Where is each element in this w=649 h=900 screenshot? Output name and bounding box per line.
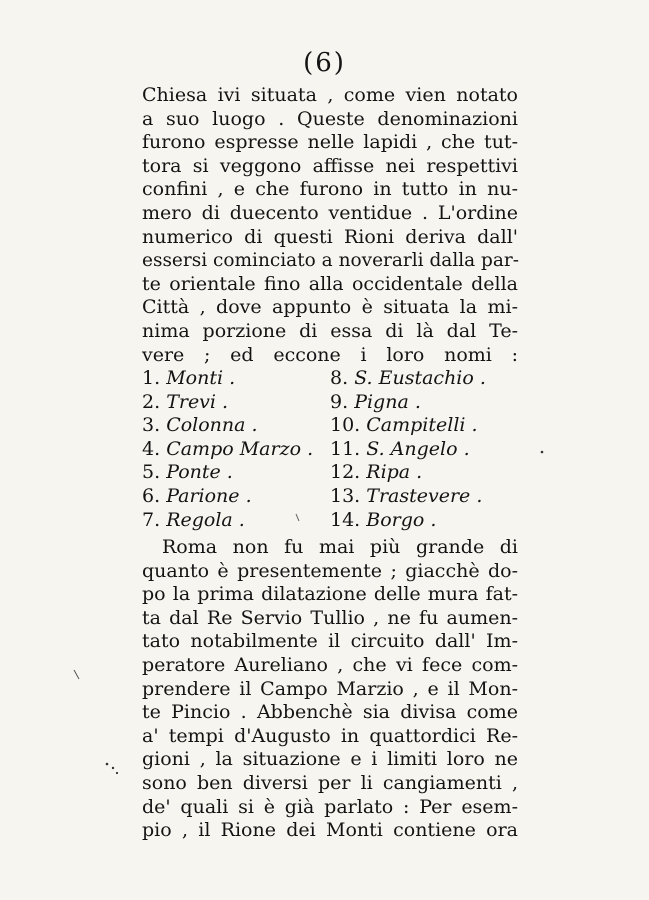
rione-number: 11. xyxy=(330,437,361,460)
text-line: furono espresse nelle lapidi , che tut- xyxy=(142,131,518,154)
paragraph-1 xyxy=(142,84,518,367)
rione-name: S. Angelo . xyxy=(366,437,470,460)
text-line: po la prima dilatazione delle mura fat- xyxy=(142,583,518,606)
rione-number: 14. xyxy=(330,508,361,531)
text-line: de' quali si è già parlato : Per esem- xyxy=(142,795,518,818)
rione-name: Monti . xyxy=(166,367,236,389)
text-line: vere ; ed eccone i loro nomi : xyxy=(142,343,518,366)
ink-speck-mark xyxy=(538,448,546,456)
text-line: essersi cominciato a noverarli dalla par- xyxy=(142,250,520,272)
ink-speck-mark xyxy=(72,668,82,682)
rione-number: 2. xyxy=(142,390,161,413)
rione-row xyxy=(142,391,518,415)
text-line: tora si veggono affisse nei respettivi xyxy=(142,154,518,177)
rioni-list xyxy=(142,367,518,532)
rione-row xyxy=(142,485,518,509)
text-line: gioni , la situazione e i limiti loro ne xyxy=(142,748,518,771)
text-line: confini , e che furono in tutto in nu- xyxy=(142,178,518,201)
rione-name: Ripa . xyxy=(366,461,423,484)
rione-number: 3. xyxy=(142,414,161,437)
text-line: a' tempi d'Augusto in quattordici Re- xyxy=(142,724,518,747)
paragraph-2 xyxy=(142,536,518,843)
rione-row xyxy=(142,414,518,438)
text-line: tato notabilmente il circuito dall' Im- xyxy=(142,630,518,653)
rione-name: Parione . xyxy=(166,484,252,507)
rione-number: 1. xyxy=(142,367,161,389)
rione-row xyxy=(142,461,518,485)
rione-row xyxy=(142,438,518,462)
rione-number: 12. xyxy=(330,461,361,484)
text-line: prendere il Campo Marzio , e il Mon- xyxy=(142,677,518,700)
rione-name: Campitelli . xyxy=(366,414,478,437)
text-line: peratore Aureliano , che vi fece com- xyxy=(142,653,518,676)
ink-speck-mark xyxy=(104,760,122,780)
text-line: Roma non fu mai più grande di xyxy=(162,536,518,558)
rione-name: Ponte . xyxy=(166,461,233,484)
rione-row xyxy=(142,367,518,391)
ink-speck-mark xyxy=(294,512,302,524)
rione-number: 13. xyxy=(330,484,361,507)
text-line: te Pincio . Abbenchè sia divisa come xyxy=(142,701,518,724)
text-line: nima porzione di essa di là dal Te- xyxy=(142,319,518,342)
rione-number: 5. xyxy=(142,461,161,484)
rione-row xyxy=(142,509,518,533)
rione-name: Regola . xyxy=(166,508,245,531)
rione-number: 6. xyxy=(142,484,161,507)
text-line: ta dal Re Servio Tullio , ne fu aumen- xyxy=(142,606,518,629)
text-line: pio , il Rione dei Monti contiene ora xyxy=(142,819,518,842)
rione-name: Borgo . xyxy=(366,508,437,531)
rione-number: 10. xyxy=(330,414,361,437)
rione-number: 8. xyxy=(330,367,349,389)
rione-name: Trastevere . xyxy=(366,484,483,507)
rione-name: S. Eustachio . xyxy=(354,367,486,389)
text-line: te orientale fino alla occidentale della xyxy=(142,272,518,295)
rione-name: Trevi . xyxy=(166,390,229,413)
text-line: numerico di questi Rioni deriva dall' xyxy=(142,225,518,248)
text-line: quanto è presentemente ; giacchè do- xyxy=(142,559,518,582)
page-number: (6) xyxy=(303,48,346,78)
text-line: a suo luogo . Queste denominazioni xyxy=(142,107,518,130)
text-line: sono ben diversi per li cangiamenti , xyxy=(142,771,518,794)
text-line: Chiesa ivi situata , come vien notato xyxy=(142,84,518,106)
rione-number: 9. xyxy=(330,390,349,413)
rione-number: 4. xyxy=(142,437,161,460)
rione-name: Campo Marzo . xyxy=(166,437,314,460)
rione-name: Colonna . xyxy=(166,414,258,437)
rione-name: Pigna . xyxy=(354,390,421,413)
rione-number: 7. xyxy=(142,508,161,531)
text-line: mero di duecento ventidue . L'ordine xyxy=(142,201,518,224)
text-line: Città , dove appunto è situata la mi- xyxy=(142,296,518,319)
